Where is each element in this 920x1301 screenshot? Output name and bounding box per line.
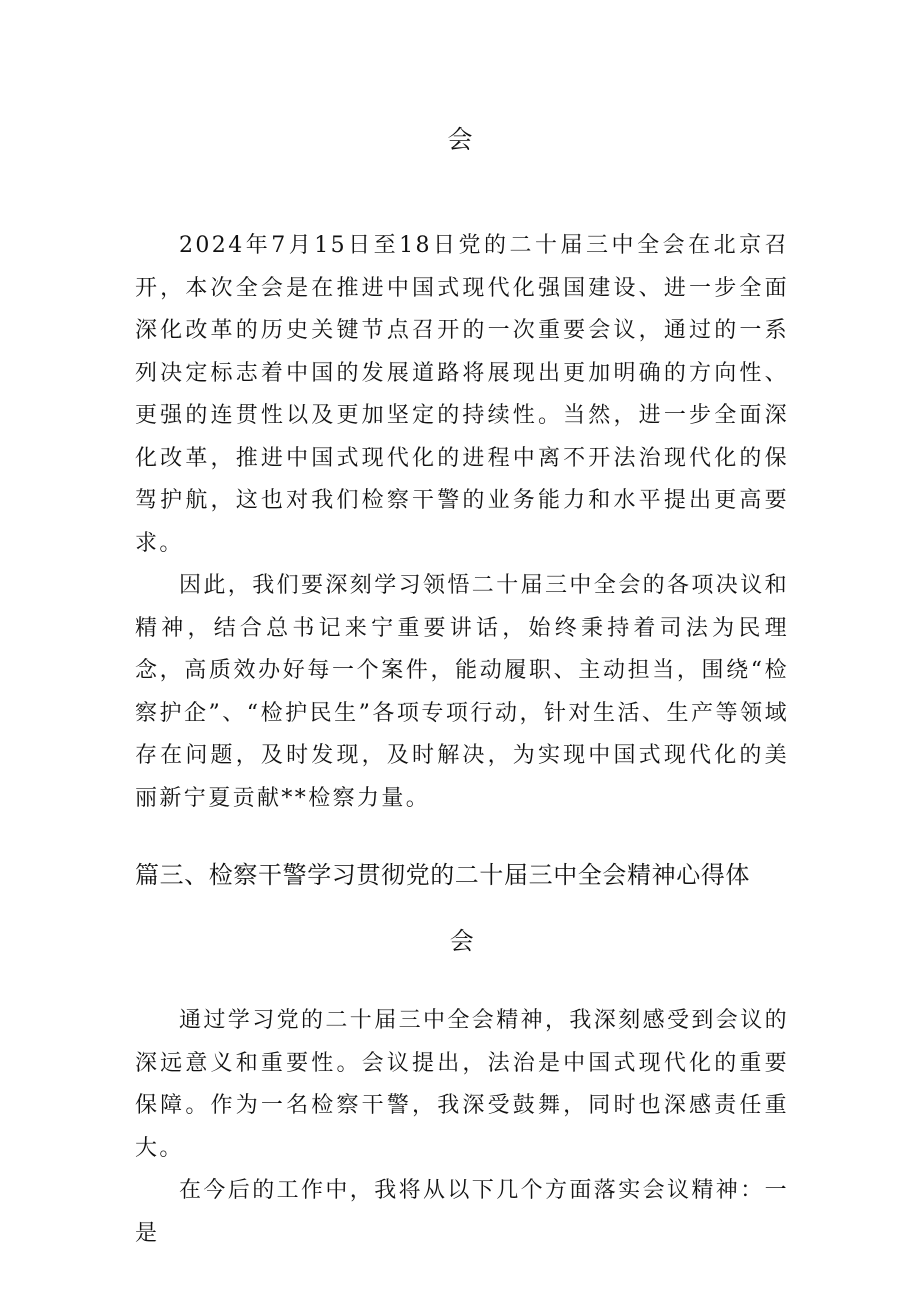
section-heading-line2: 会 bbox=[449, 927, 475, 955]
paragraph: 在今后的工作中，我将从以下几个方面落实会议精神：一是 bbox=[135, 1178, 790, 1246]
section-heading-line1: 篇三、检察干警学习贯彻党的二十届三中全会精神心得体 bbox=[135, 861, 750, 889]
section-heading bbox=[135, 842, 789, 974]
paragraph: 通过学习党的二十届三中全会精神，我深刻感受到会议的深远意义和重要性。会议提出，法治是中国式现代化的重要保障。作为一名检察干警，我深受鼓舞，同时也深感责任重大。 bbox=[135, 1008, 790, 1161]
paragraph: 因此，我们要深刻学习领悟二十届三中全会的各项决议和精神，结合总书记来宁重要讲话，始终秉持着司法为民理念，高质效办好每一个案件，能动履职、主动担当，围绕“检察护企”、“检护民生”各项专项行动，针对生活、生产等领域存在问题，及时发现，及时解决，为实现中国式现代化的美丽新宁夏贡献**检察力量。 bbox=[135, 573, 790, 811]
section-1-body bbox=[135, 225, 789, 820]
section-2-body bbox=[135, 1000, 789, 1255]
continued-heading: 会 bbox=[447, 125, 473, 154]
paragraph: 2024年7月15日至18日党的二十届三中全会在北京召开，本次全会是在推进中国式现代化强国建设、进一步全面深化改革的历史关键节点召开的一次重要会议，通过的一系列决定标志着中国的发展道路将展现出更加明确的方向性、更强的连贯性以及更加坚定的持续性。当然，进一步全面深化改革，推进中国式现代化的进程中离不开法治现代化的保驾护航，这也对我们检察干警的业务能力和水平提出更高要求。 bbox=[135, 233, 789, 556]
